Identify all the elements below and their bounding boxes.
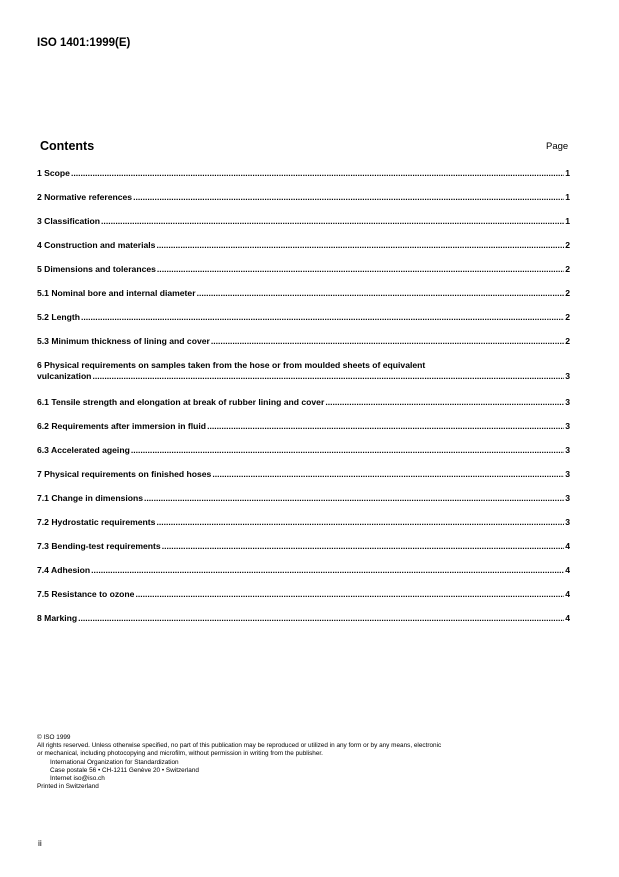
toc-entry[interactable] — [37, 421, 570, 432]
document-id: ISO 1401:1999(E) — [37, 37, 131, 49]
toc-entry-title: 7.3 Bending-test requirements — [37, 541, 161, 551]
toc-entry[interactable] — [37, 240, 570, 251]
toc-entry-page: 2 — [565, 288, 570, 298]
toc-leader-dots — [133, 192, 564, 203]
toc-leader-dots — [144, 493, 564, 504]
toc-entry[interactable] — [37, 336, 570, 347]
toc-entry-title: vulcanization — [37, 371, 92, 381]
toc-entry-page: 2 — [565, 264, 570, 274]
toc-entry-page: 1 — [565, 216, 570, 226]
toc-entry-page: 3 — [565, 445, 570, 455]
toc-entry[interactable] — [37, 288, 570, 299]
toc-entry[interactable] — [37, 541, 570, 552]
toc-leader-dots — [156, 517, 564, 528]
toc-entry-page: 2 — [565, 336, 570, 346]
toc-leader-dots — [162, 541, 565, 552]
toc-entry-page: 4 — [565, 565, 570, 575]
toc-entry-page: 3 — [565, 371, 570, 381]
toc-entry-title: 6.1 Tensile strength and elongation at break of rubber lining and cover — [37, 397, 325, 407]
toc-entry-page: 4 — [565, 613, 570, 623]
rights-line-2: or mechanical, including photocopying and microfilm, without permission in writing from the publisher. — [37, 750, 323, 758]
toc-entry-title: 5.2 Length — [37, 312, 80, 322]
toc-entry-title: 7.2 Hydrostatic requirements — [37, 517, 156, 527]
organization-address: Case postale 56 • CH-1211 Genève 20 • Switzerland — [50, 766, 199, 774]
page-column-label: Page — [546, 141, 569, 152]
toc-leader-dots — [157, 264, 564, 275]
toc-entry[interactable] — [37, 264, 570, 275]
toc-entry[interactable] — [37, 469, 570, 480]
toc-entry[interactable] — [37, 216, 570, 227]
toc-leader-dots — [91, 565, 564, 576]
toc-entry-title: 5.3 Minimum thickness of lining and cover — [37, 336, 210, 346]
copyright-line: © ISO 1999 — [37, 734, 71, 741]
toc-entry-title: 7.5 Resistance to ozone — [37, 589, 135, 599]
toc-entry-title-line: 6 Physical requirements on samples taken from the hose or from moulded sheets of equivalent — [37, 360, 426, 370]
toc-entry[interactable] — [37, 168, 570, 179]
toc-entry-title: 5 Dimensions and tolerances — [37, 264, 156, 274]
toc-leader-dots — [211, 336, 564, 347]
toc-entry-page: 3 — [565, 493, 570, 503]
toc-entry-title: 3 Classification — [37, 216, 101, 226]
organization-name: International Organization for Standardization — [50, 758, 179, 766]
toc-entry-title: 1 Scope — [37, 168, 70, 178]
toc-entry-page: 4 — [565, 589, 570, 599]
toc-entry[interactable] — [37, 192, 570, 203]
toc-entry[interactable] — [37, 445, 570, 456]
toc-entry-title: 7.1 Change in dimensions — [37, 493, 144, 503]
toc-entry[interactable] — [37, 589, 570, 600]
toc-leader-dots — [207, 421, 564, 432]
toc-leader-dots — [101, 216, 564, 227]
toc-entry[interactable] — [37, 517, 570, 528]
toc-entry-title: 6.2 Requirements after immersion in fluid — [37, 421, 207, 431]
toc-leader-dots — [78, 613, 564, 624]
toc-entry[interactable] — [37, 312, 570, 323]
toc-entry-page: 4 — [565, 541, 570, 551]
toc-entry-title: 5.1 Nominal bore and internal diameter — [37, 288, 196, 298]
toc-entry-page: 1 — [565, 168, 570, 178]
toc-entry-title: 2 Normative references — [37, 192, 133, 202]
toc-entry[interactable] — [37, 493, 570, 504]
toc-entry-title: 7.4 Adhesion — [37, 565, 91, 575]
toc-leader-dots — [81, 312, 564, 323]
toc-entry-page: 3 — [565, 469, 570, 479]
printed-in: Printed in Switzerland — [37, 783, 99, 791]
toc-leader-dots — [131, 445, 564, 456]
toc-entry[interactable] — [37, 397, 570, 408]
toc-entry-page: 3 — [565, 397, 570, 407]
toc-entry-page: 1 — [565, 192, 570, 202]
contents-title: Contents — [40, 139, 95, 153]
toc-leader-dots — [156, 240, 564, 251]
copyright-footer — [37, 734, 582, 791]
toc-leader-dots — [92, 371, 564, 382]
toc-entry[interactable] — [37, 565, 570, 576]
toc-leader-dots — [325, 397, 564, 408]
toc-leader-dots — [135, 589, 564, 600]
page-number: ii — [38, 838, 42, 848]
toc-entry-title: 7 Physical requirements on finished hoses — [37, 469, 212, 479]
toc-entry-page: 2 — [565, 240, 570, 250]
toc-entry-title: 8 Marking — [37, 613, 78, 623]
toc-leader-dots — [212, 469, 564, 480]
toc-entry-page: 2 — [565, 312, 570, 322]
toc-entry-title: 6.3 Accelerated ageing — [37, 445, 130, 455]
toc-entry-title: 4 Construction and materials — [37, 240, 156, 250]
toc-leader-dots — [197, 288, 565, 299]
organization-internet: Internet iso@iso.ch — [50, 775, 105, 783]
toc-entry-page: 3 — [565, 421, 570, 431]
toc-entry[interactable] — [37, 613, 570, 624]
toc-entry[interactable] — [37, 360, 570, 382]
toc-entry-page: 3 — [565, 517, 570, 527]
rights-line-1: All rights reserved. Unless otherwise specified, no part of this publication may be reproduced or utilized in any form or by any means, electronic — [37, 742, 442, 750]
toc-leader-dots — [71, 168, 564, 179]
